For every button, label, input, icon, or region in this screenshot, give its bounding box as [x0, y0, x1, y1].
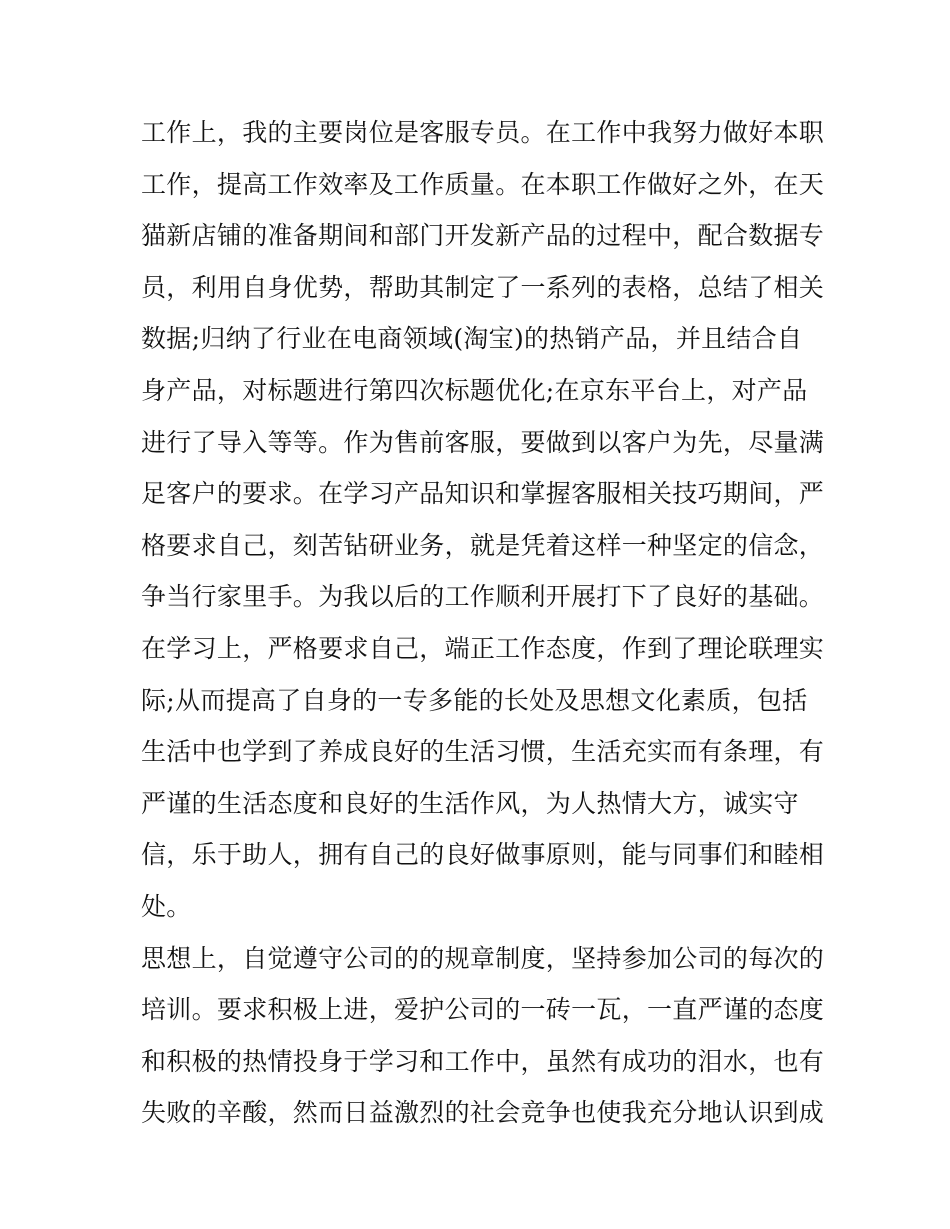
text-line: 际;从而提高了自身的一专多能的长处及思想文化素质，包括: [141, 685, 808, 715]
text-line: 信，乐于助人，拥有自己的良好做事原则，能与同事们和睦相: [141, 840, 825, 870]
text-line: 思想上，自觉遵守公司的的规章制度，坚持参加公司的每次的: [141, 943, 825, 973]
text-line: 进行了导入等等。作为售前客服，要做到以客户为先，尽量满: [141, 427, 825, 457]
text-line: 在学习上，严格要求自己，端正工作态度，作到了理论联理实: [141, 633, 825, 663]
text-line: 格要求自己，刻苦钻研业务，就是凭着这样一种坚定的信念，: [141, 530, 825, 560]
text-line: 员，利用自身优势，帮助其制定了一系列的表格，总结了相关: [141, 272, 825, 302]
text-line: 处。: [141, 891, 192, 921]
text-line: 工作，提高工作效率及工作质量。在本职工作做好之外，在天: [141, 169, 825, 199]
text-line: 工作上，我的主要岗位是客服专员。在工作中我努力做好本职: [141, 118, 825, 147]
body-text: [141, 107, 825, 1139]
text-line: 数据;归纳了行业在电商领域(淘宝)的热销产品，并且结合自: [141, 324, 803, 354]
text-line: 猫新店铺的准备期间和部门开发新产品的过程中，配合数据专: [141, 221, 825, 251]
text-line: 生活中也学到了养成良好的生活习惯，生活充实而有条理，有: [141, 737, 825, 767]
text-line: 失败的辛酸，然而日益激烈的社会竞争也使我充分地认识到成: [141, 1098, 825, 1128]
text-line: 严谨的生活态度和良好的生活作风，为人热情大方，诚实守: [141, 788, 799, 818]
text-line: 争当行家里手。为我以后的工作顺利开展打下了良好的基础。: [141, 582, 825, 612]
text-line: 身产品，对标题进行第四次标题优化;在京东平台上，对产品: [141, 375, 808, 405]
text-line: 培训。要求积极上进，爱护公司的一砖一瓦，一直严谨的态度: [141, 995, 825, 1025]
text-line: 和积极的热情投身于学习和工作中，虽然有成功的泪水，也有: [141, 1046, 825, 1076]
text-line: 足客户的要求。在学习产品知识和掌握客服相关技巧期间，严: [141, 479, 825, 509]
